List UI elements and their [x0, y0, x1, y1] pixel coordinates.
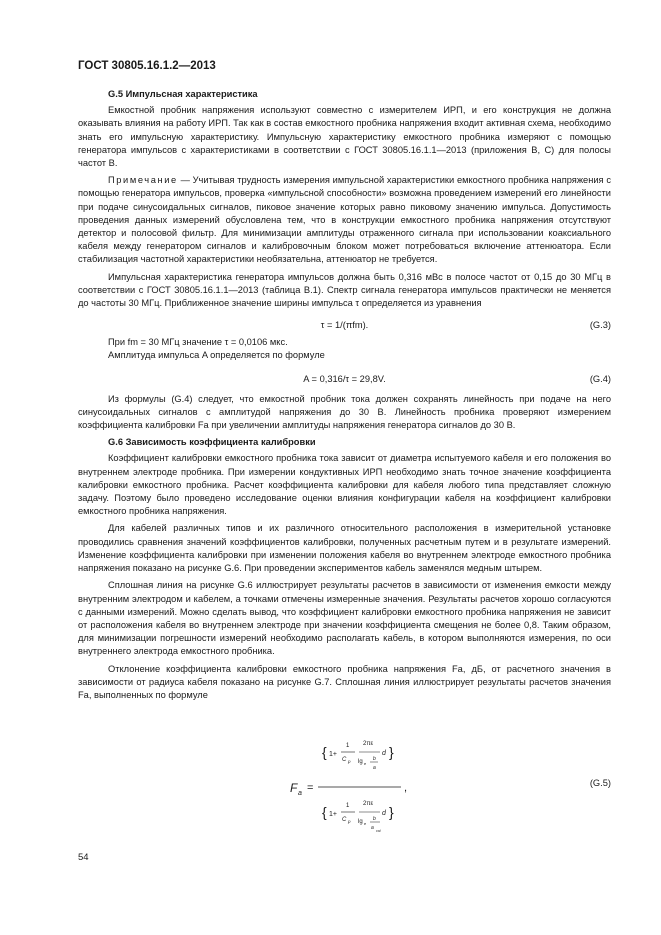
den-lg-sub: e	[364, 821, 367, 826]
paragraph: Емкостной пробник напряжения используют совместно с измерителем ИРП, и его конструкция не должна оказывать влияния на работу ИРП. Так как в состав емкостного пробника напряжения входит активная схема, необходимо знать его импульсную характеристику. Импульсную характеристику емкостного пробника измеряют с помощью генератора импульсов с характеристиками в соответствии с ГОСТ 30805.16.1.1—2013 (приложения B, C) для полосы частот B.	[78, 105, 611, 169]
den-d: d	[382, 810, 386, 817]
num-two-pi-eps: 2πε	[363, 741, 374, 747]
page-number: 54	[78, 852, 89, 863]
num-cp: C	[342, 757, 347, 763]
section-heading-g6: G.6 Зависимость коэффициента калибровки	[108, 437, 316, 448]
paragraph: Коэффициент калибровки емкостного пробника тока зависит от диаметра испытуемого кабеля и его положения во внутреннем электроде пробника. При измерении кондуктивных ИРП необходимо знать точное значение коэффициента калибровки емкостного пробника. Расчет коэффициента калибровки для кабеля любого типа представляет сложную задачу. Поэтому было проведено исследование оценки влияния конфигурации кабеля на коэффициент калибровки емкостного пробника напряжения.	[78, 453, 611, 517]
formula-g3-expression: τ = 1/(πfm).	[320, 320, 369, 331]
den-cp-sub: p	[348, 819, 351, 824]
formula-g4-number: (G.4)	[589, 373, 611, 384]
paragraph: Отклонение коэффициента калибровки емкостного пробника напряжения Fa, дБ, от расчетного значения в зависимости от радиуса кабеля показано на рисунке G.7. Сплошная линия иллюстрирует результаты расчетов значения Fa, выполненных по формуле	[78, 663, 611, 700]
num-b: b	[373, 756, 376, 762]
paragraph: Импульсная характеристика генератора импульсов должна быть 0,316 мВс в полосе частот от 0,15 до 30 МГц в соответствии с ГОСТ 30805.16.1.1—2013 (таблица B.1). Спектр сигнала генератора импульсов практически не меняется до частоты 30 МГц. Приближенное значение ширины импульса τ определяется из уравнения	[78, 271, 611, 309]
num-cp-sub: p	[348, 759, 351, 764]
paragraph: Из формулы (G.4) следует, что емкостной пробник тока должен сохранять линейность при подаче на него синусоидальных сигналов с амплитудой напряжения до 30 В. Линейность пробника проверяют измерением коэффициента калибровки Fa при увеличении амплитуды напряжения генератора сигналов до 30 В.	[78, 393, 611, 431]
text-line: Амплитуда импульса A определяется по формуле	[108, 350, 325, 361]
formula-g5	[78, 733, 611, 841]
text-line: При fm = 30 МГц значение τ = 0,0106 мкс.	[108, 337, 288, 348]
brace-left-top: {	[322, 744, 327, 760]
formula-g3	[78, 314, 611, 336]
paragraph: Сплошная линия на рисунке G.6 иллюстрирует результаты расчетов в зависимости от изменения емкости между внутренним электродом и кабелем, а точками отмечены измеренные значения. Результаты расчетов хорошо согласуются с данными измерений. Можно сделать вывод, что коэффициент калибровки емкостного пробника напряжения не зависит от расположения кабеля во внутреннем электроде при значении коэффициента смещения не более 0,8. Таким образом, для минимизации погрешности измерений необходимо располагать кабель, в котором выполняются измерения, по оси внутреннего электрода емкостного пробника.	[78, 580, 611, 657]
brace-right-bottom: }	[389, 804, 394, 820]
den-lg: lg	[358, 819, 363, 825]
formula-g5-graphic	[78, 733, 611, 841]
num-d: d	[382, 750, 386, 757]
document-header: ГОСТ 30805.16.1.2—2013	[78, 60, 216, 72]
formula-lhs-sub: a	[298, 790, 302, 797]
den-cp: C	[342, 817, 347, 823]
formula-comma: ,	[404, 782, 408, 794]
num-lg-sub: e	[364, 761, 367, 766]
brace-right-top: }	[389, 744, 394, 760]
num-a: a	[373, 765, 376, 771]
formula-g3-number: (G.3)	[589, 320, 611, 331]
den-two-pi-eps: 2πε	[363, 801, 374, 807]
page-body	[78, 88, 611, 706]
num-lg: lg	[358, 759, 363, 765]
num-one: 1	[346, 743, 350, 749]
formula-eq: =	[307, 782, 314, 794]
formula-g4-expression: A = 0,316/τ = 29,8V.	[303, 373, 386, 384]
note-text: — Учитывая трудность измерения импульсной характеристики емкостного пробника напряжения с помощью генератора импульсов, проверка «импульсной способности» возможна проведением измерений его линейности при подаче синусоидальных сигналов, пиковое значение которых равно пиковому значению импульса. Допустимость проведения данных измерений обусловлена тем, что в конструкции емкостного пробника напряжения отсутствуют детектор и полосовой фильтр. Для минимизации амплитуды отраженного сигнала при использовании коаксиального кабеля между генератором сигналов и калибровочным блоком может потребоваться включение аттенюатора. Если стабилизация частотной характеристики необязательна, аттенюатор не требуется.	[78, 175, 611, 265]
den-b: b	[373, 816, 376, 822]
section-heading-g5: G.5 Импульсная характеристика	[108, 89, 258, 99]
brace-left-bottom: {	[322, 804, 327, 820]
paragraph: Для кабелей различных типов и их различного относительного расположения в измерительной установке проводились сравнения значений коэффициентов калибровки, полученных расчетным путем и в результате измерений. Изменение коэффициента калибровки при изменении положения кабеля во внутреннем электроде емкостного пробника напряжения показано на рисунке G.6. При проведении экспериментов кабель заменялся медным штырем.	[78, 523, 611, 574]
den-one: 1	[346, 803, 350, 809]
den-one-plus: 1+	[329, 811, 337, 818]
num-one-plus: 1+	[329, 751, 337, 758]
formula-g5-number: (G.5)	[589, 778, 611, 788]
den-a-cal: a	[371, 825, 374, 831]
formula-lhs: F	[290, 781, 298, 795]
formula-g4	[78, 363, 611, 393]
den-a-cal-sub: cal	[376, 829, 381, 833]
note-label: Примечание	[108, 175, 178, 186]
note-paragraph	[78, 174, 611, 266]
